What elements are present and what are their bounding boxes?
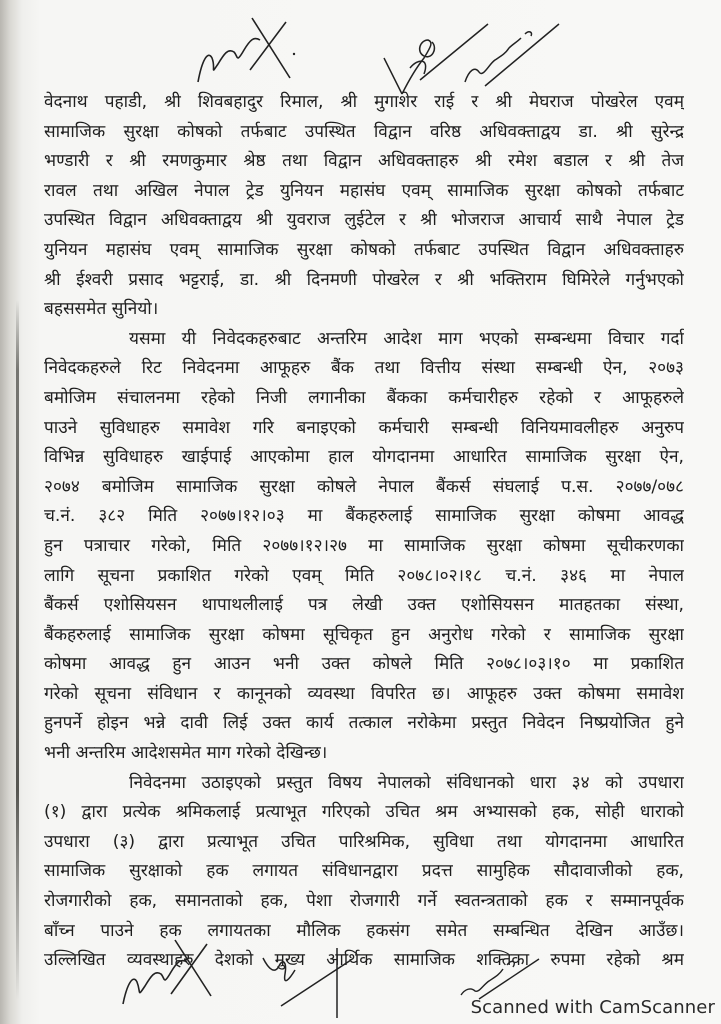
text-line: च.नं. ३८२ मिति २०७७।१२।०३ मा बैंकहरुलाई सामाजिक सुरक्षा कोषमा आवद्ध	[44, 506, 684, 527]
text-line: सामाजिक सुरक्षा कोषको तर्फबाट उपस्थित विद्वान वरिष्ठ अधिवक्ताद्वय डा. श्री सुरेन्द्र	[44, 121, 684, 142]
camscanner-watermark: Scanned with CamScanner	[470, 997, 715, 1018]
signature-top-1	[190, 10, 300, 90]
text-line: पाउने सुविधाहरु समावेश गरि बनाइएको कर्मचारी सम्बन्धी विनियमावलीहरु अनुरुप	[44, 417, 684, 438]
paragraph	[44, 325, 684, 769]
signature-top-3	[455, 20, 565, 90]
document-body	[44, 88, 684, 976]
text-line: निवेदनमा उठाइएको प्रस्तुत विषय नेपालको संविधानको धारा ३४ को उपधारा	[129, 772, 684, 793]
text-line: भण्डारी र श्री रमणकुमार श्रेष्ठ तथा विद्वान अधिवक्ताहरु श्री रमेश बडाल र श्री तेज	[44, 151, 684, 172]
text-line: निवेदकहरुले रिट निवेदनमा आफूहरु बैंक तथा वित्तीय संस्था सम्बन्धी ऐन, २०७३	[44, 358, 684, 379]
paragraph	[44, 88, 684, 325]
text-line: रावल तथा अखिल नेपाल ट्रेड युनियन महासंघ एवम् सामाजिक सुरक्षा कोषको तर्फबाट	[44, 180, 684, 201]
text-line: उल्लिखित व्यवस्थाहरु देशको मुख्य आर्थिक सामाजिक शक्तिका रुपमा रहेको श्रम	[44, 950, 684, 971]
text-line: बैंकर्स एशोसियसन थापाथलीलाई पत्र लेखी उक्त एशोसियसन मातहतका संस्था,	[44, 595, 684, 616]
text-line: विभिन्न सुविधाहरु खाईपाई आएकोमा हाल योगदानमा आधारित सामाजिक सुरक्षा ऐन,	[44, 447, 684, 468]
signature-bottom-2	[245, 940, 355, 1020]
text-line: सामाजिक सुरक्षाको हक लगायत संविधानद्वारा प्रदत्त सामुहिक सौदावाजीको हक,	[44, 861, 684, 882]
text-line: कोषमा आवद्ध हुन आउन भनी उक्त कोषले मिति २०७८।०३।१० मा प्रकाशित	[44, 654, 684, 675]
text-line: लागि सूचना प्रकाशित गरेको एवम् मिति २०७८।०२।१८ च.नं. ३४६ मा नेपाल	[44, 565, 684, 586]
text-line: बैंकहरुलाई सामाजिक सुरक्षा कोषमा सूचिकृत हुन अनुरोध गरेको र सामाजिक सुरक्षा	[44, 624, 684, 645]
text-line: युनियन महासंघ एवम् सामाजिक सुरक्षा कोषको तर्फबाट उपस्थित विद्वान अधिवक्ताहरु	[44, 239, 684, 260]
text-line: हुनपर्ने होइन भन्ने दावी लिई उक्त कार्य तत्काल नरोकेमा प्रस्तुत निवेदन निष्प्रयोजित हुने	[44, 713, 684, 734]
text-line: हुन पत्राचार गरेको, मिति २०७७।१२।२७ मा सामाजिक सुरक्षा कोषमा सूचीकरणका	[44, 535, 684, 556]
text-line: श्री ईश्वरी प्रसाद भट्टराई, डा. श्री दिनमणी पोखरेल र श्री भक्तिराम घिमिरेले गर्नुभएको	[44, 269, 684, 290]
text-line: उपस्थित विद्वान अधिवक्ताद्वय श्री युवराज लुईटेल र श्री भोजराज आचार्य साथै नेपाल ट्रेड	[44, 210, 684, 231]
text-line: गरेको सूचना संविधान र कानूनको व्यवस्था विपरित छ। आफूहरु उक्त कोषमा समावेश	[44, 683, 684, 704]
text-line: २०७४ बमोजिम सामाजिक सुरक्षा कोषले नेपाल बैंकर्स संघलाई प.स. २०७७/०७८	[44, 476, 684, 497]
text-line: बमोजिम संचालनमा रहेको निजी लगानीका बैंकका कर्मचारीहरु रहेको र आफूहरुले	[44, 387, 684, 408]
text-line: रोजगारीको हक, समानताको हक, पेशा रोजगारी गर्ने स्वतन्त्रताको हक र सम्मानपूर्वक	[44, 891, 684, 912]
text-line: यसमा यी निवेदकहरुबाट अन्तरिम आदेश माग भएको सम्बन्धमा विचार गर्दा	[129, 328, 684, 349]
text-line: बहससमेत सुनियो।	[44, 299, 159, 320]
text-line: (१) द्वारा प्रत्येक श्रमिकलाई प्रत्याभूत गरिएको उचित श्रम अभ्यासको हक, सोही धाराको	[44, 802, 684, 823]
text-line: वेदनाथ पहाडी, श्री शिवबहादुर रिमाल, श्री मुगाशेर राई र श्री मेघराज पोखरेल एवम्	[44, 92, 684, 112]
text-line: बाँच्न पाउने हक लगायतका मौलिक हकसंग समेत सम्बन्धित देखिन आउँछ।	[44, 920, 684, 941]
text-line: भनी अन्तरिम आदेशसमेत माग गरेको देखिन्छ।	[44, 743, 328, 764]
signature-bottom-1	[115, 930, 215, 1010]
page-edge-shadow	[16, 300, 19, 1000]
text-line: उपधारा (३) द्वारा प्रत्याभूत उचित पारिश्रमिक, सुविधा तथा योगदानमा आधारित	[44, 831, 684, 852]
